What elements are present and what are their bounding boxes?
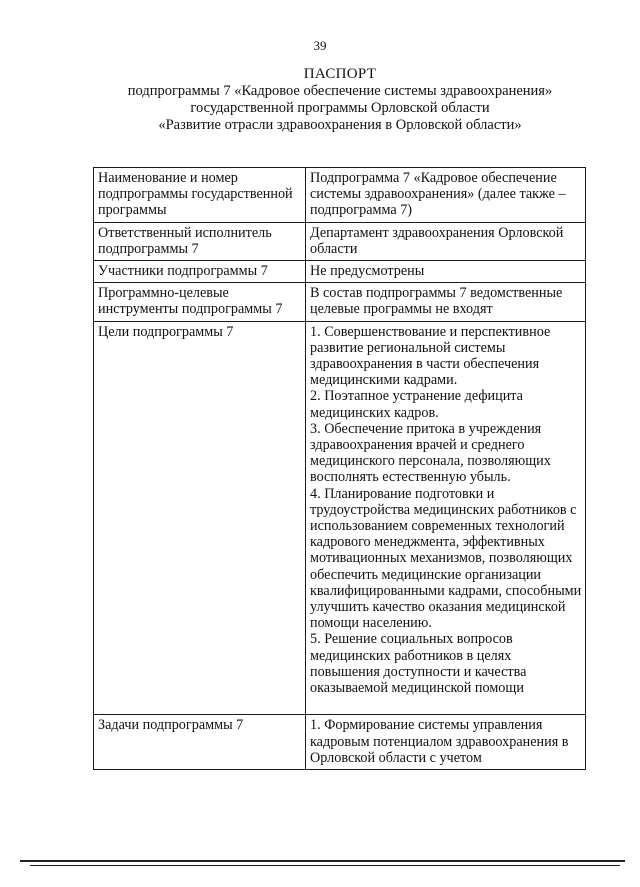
row-value-goals (306, 321, 586, 715)
row-label-participants: Участники подпрограммы 7 (94, 261, 306, 283)
scan-edge-line (20, 860, 625, 862)
table-row (94, 283, 586, 321)
document-subtitle-line-3: «Развитие отрасли здравоохранения в Орловской области» (158, 117, 522, 133)
row-value-executor: Департамент здравоохранения Орловской области (306, 222, 586, 260)
row-label-tasks: Задачи подпрограммы 7 (94, 715, 306, 770)
goal-item-5: 5. Решение социальных вопросов медицинских работников в целях повышения доступности и качества оказываемой медицинской помощи (310, 631, 527, 697)
document-subtitle-line-1: подпрограммы 7 «Кадровое обеспечение системы здравоохранения» (127, 83, 553, 99)
row-label-goals: Цели подпрограммы 7 (94, 321, 306, 715)
goal-item-2: 2. Поэтапное устранение дефицита медицинских кадров. (310, 388, 523, 421)
goal-item-3: 3. Обеспечение притока в учреждения здравоохранения врачей и среднего медицинского персонала, позволяющих восполнять естественную убыль. (310, 420, 551, 486)
table-row (94, 222, 586, 260)
table-row (94, 261, 586, 283)
passport-table (93, 167, 586, 770)
scan-edge-line-thin (30, 865, 620, 866)
row-label-executor: Ответственный исполнитель подпрограммы 7 (94, 222, 306, 260)
document-title-block (60, 66, 620, 134)
document-subtitle-line-2: государственной программы Орловской области (190, 100, 490, 116)
row-value-name: Подпрограмма 7 «Кадровое обеспечение системы здравоохранения» (далее также – подпрограмма 7) (306, 168, 586, 223)
row-value-participants: Не предусмотрены (306, 261, 586, 283)
row-value-tasks (306, 715, 586, 770)
document-title: ПАСПОРТ (303, 66, 377, 82)
table-row (94, 715, 586, 770)
goal-item-4: 4. Планирование подготовки и трудоустройства медицинских работников с использованием современных технологий кадрового менеджмента, эффективных мотивационных механизмов, позволяющих обеспечить медицинские организации квалифицированными кадрами, способными улучшить качество оказания медицинской помощи населению. (310, 485, 582, 632)
table-row (94, 168, 586, 223)
row-label-name: Наименование и номер подпрограммы государственной программы (94, 168, 306, 223)
row-value-instruments: В состав подпрограммы 7 ведомственные целевые программы не входят (306, 283, 586, 321)
row-label-instruments: Программно-целевые инструменты подпрограммы 7 (94, 283, 306, 321)
task-item-1: 1. Формирование системы управления кадровым потенциалом здравоохранения в Орловской области с учетом (310, 717, 569, 766)
page-number: 39 (313, 38, 327, 53)
goal-item-1: 1. Совершенствование и перспективное развитие региональной системы здравоохранения в части обеспечения медицинскими кадрами. (310, 323, 551, 389)
table-row (94, 321, 586, 715)
